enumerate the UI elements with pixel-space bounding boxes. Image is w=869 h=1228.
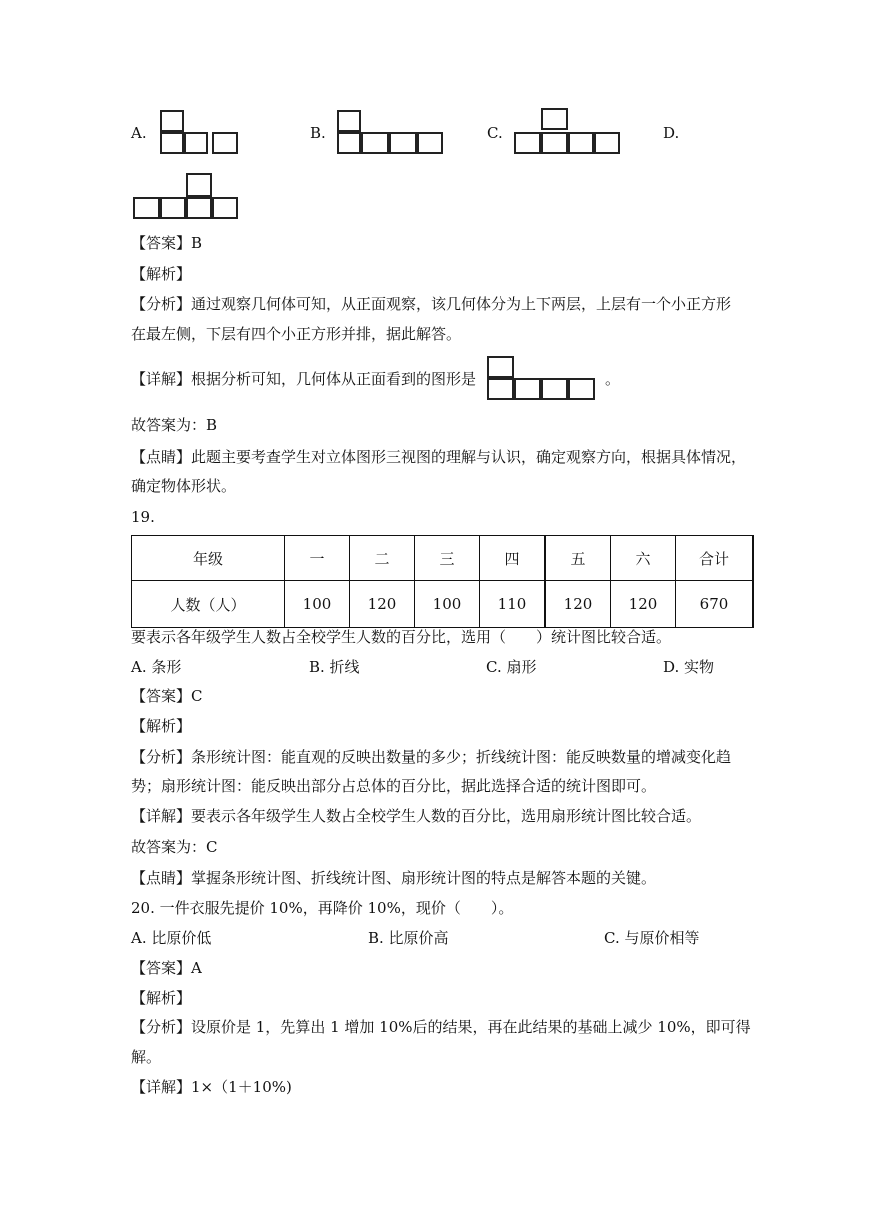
- q20-option-c: C. 与原价相等: [604, 929, 700, 947]
- q19-analysis-line-1: 【分析】条形统计图：能直观的反映出数量的多少；折线统计图：能反映数量的增减变化趋: [131, 748, 732, 766]
- option-d-label: D.: [663, 124, 680, 142]
- q18-analysis-line-1: 【分析】通过观察几何体可知，从正面观察，该几何体分为上下两层，上层有一个小正方形: [131, 295, 732, 313]
- q20-analysis-heading: 【解析】: [131, 989, 192, 1007]
- q20-detail: 【详解】1×（1＋10%): [131, 1078, 292, 1096]
- q18-final-answer: 故答案为：B: [131, 416, 218, 434]
- q19-option-d: D. 实物: [663, 658, 715, 676]
- table-cell: 年级: [132, 536, 285, 581]
- table-cell: 120: [611, 581, 676, 628]
- table-cell: 100: [285, 581, 350, 628]
- q18-comment-line-1: 【点睛】此题主要考查学生对立体图形三视图的理解与认识，确定观察方向，根据具体情况，: [131, 448, 747, 466]
- q20-question: 20. 一件衣服先提价 10%，再降价 10%，现价（ ）。: [131, 899, 514, 917]
- table-cell: 四: [480, 536, 546, 581]
- q19-number: 19.: [131, 508, 155, 526]
- q19-comment: 【点睛】掌握条形统计图、折线统计图、扇形统计图的特点是解答本题的关键。: [131, 869, 657, 887]
- table-cell: 120: [350, 581, 415, 628]
- table-header-row: [132, 536, 754, 581]
- q19-option-c: C. 扇形: [486, 658, 537, 676]
- grade-student-table: [131, 535, 754, 628]
- table-cell: 合计: [676, 536, 754, 581]
- q20-answer: 【答案】A: [131, 959, 202, 977]
- option-b-label: B.: [310, 124, 326, 142]
- q19-analysis-heading: 【解析】: [131, 717, 192, 735]
- table-cell: 人数（人）: [132, 581, 285, 628]
- q19-detail: 【详解】要表示各年级学生人数占全校学生人数的百分比，选用扇形统计图比较合适。: [131, 807, 702, 825]
- q18-analysis-line-2: 在最左侧，下层有四个小正方形并排，据此解答。: [131, 325, 462, 343]
- q19-option-b: B. 折线: [309, 658, 360, 676]
- q18-comment-line-2: 确定物体形状。: [131, 477, 237, 495]
- table-cell: 670: [676, 581, 754, 628]
- table-row: [132, 581, 754, 628]
- q19-final-answer: 故答案为：C: [131, 838, 218, 856]
- q20-option-a: A. 比原价低: [131, 929, 212, 947]
- table-cell: 110: [480, 581, 546, 628]
- q18-detail-text: 【详解】根据分析可知，几何体从正面看到的图形是: [131, 370, 477, 388]
- q19-analysis-line-2: 势；扇形统计图：能反映出部分占总体的百分比，据此选择合适的统计图即可。: [131, 777, 657, 795]
- q19-answer: 【答案】C: [131, 687, 203, 705]
- table-cell: 100: [415, 581, 480, 628]
- q18-analysis-heading: 【解析】: [131, 265, 192, 283]
- table-cell: 三: [415, 536, 480, 581]
- table-cell: 五: [545, 536, 611, 581]
- option-c-label: C.: [487, 124, 503, 142]
- table-cell: 二: [350, 536, 415, 581]
- q18-answer: 【答案】B: [131, 234, 203, 252]
- q19-option-a: A. 条形: [131, 658, 182, 676]
- option-a-label: A.: [131, 124, 147, 142]
- table-cell: 一: [285, 536, 350, 581]
- q18-detail-period: 。: [605, 370, 621, 388]
- q19-question: 要表示各年级学生人数占全校学生人数的百分比，选用（ ）统计图比较合适。: [131, 628, 672, 646]
- q20-analysis-line-2: 解。: [131, 1048, 162, 1066]
- table-cell: 六: [611, 536, 676, 581]
- q20-option-b: B. 比原价高: [368, 929, 449, 947]
- q20-analysis-line-1: 【分析】设原价是 1，先算出 1 增加 10%后的结果，再在此结果的基础上减少 10%，即可得: [131, 1018, 751, 1036]
- table-cell: 120: [545, 581, 611, 628]
